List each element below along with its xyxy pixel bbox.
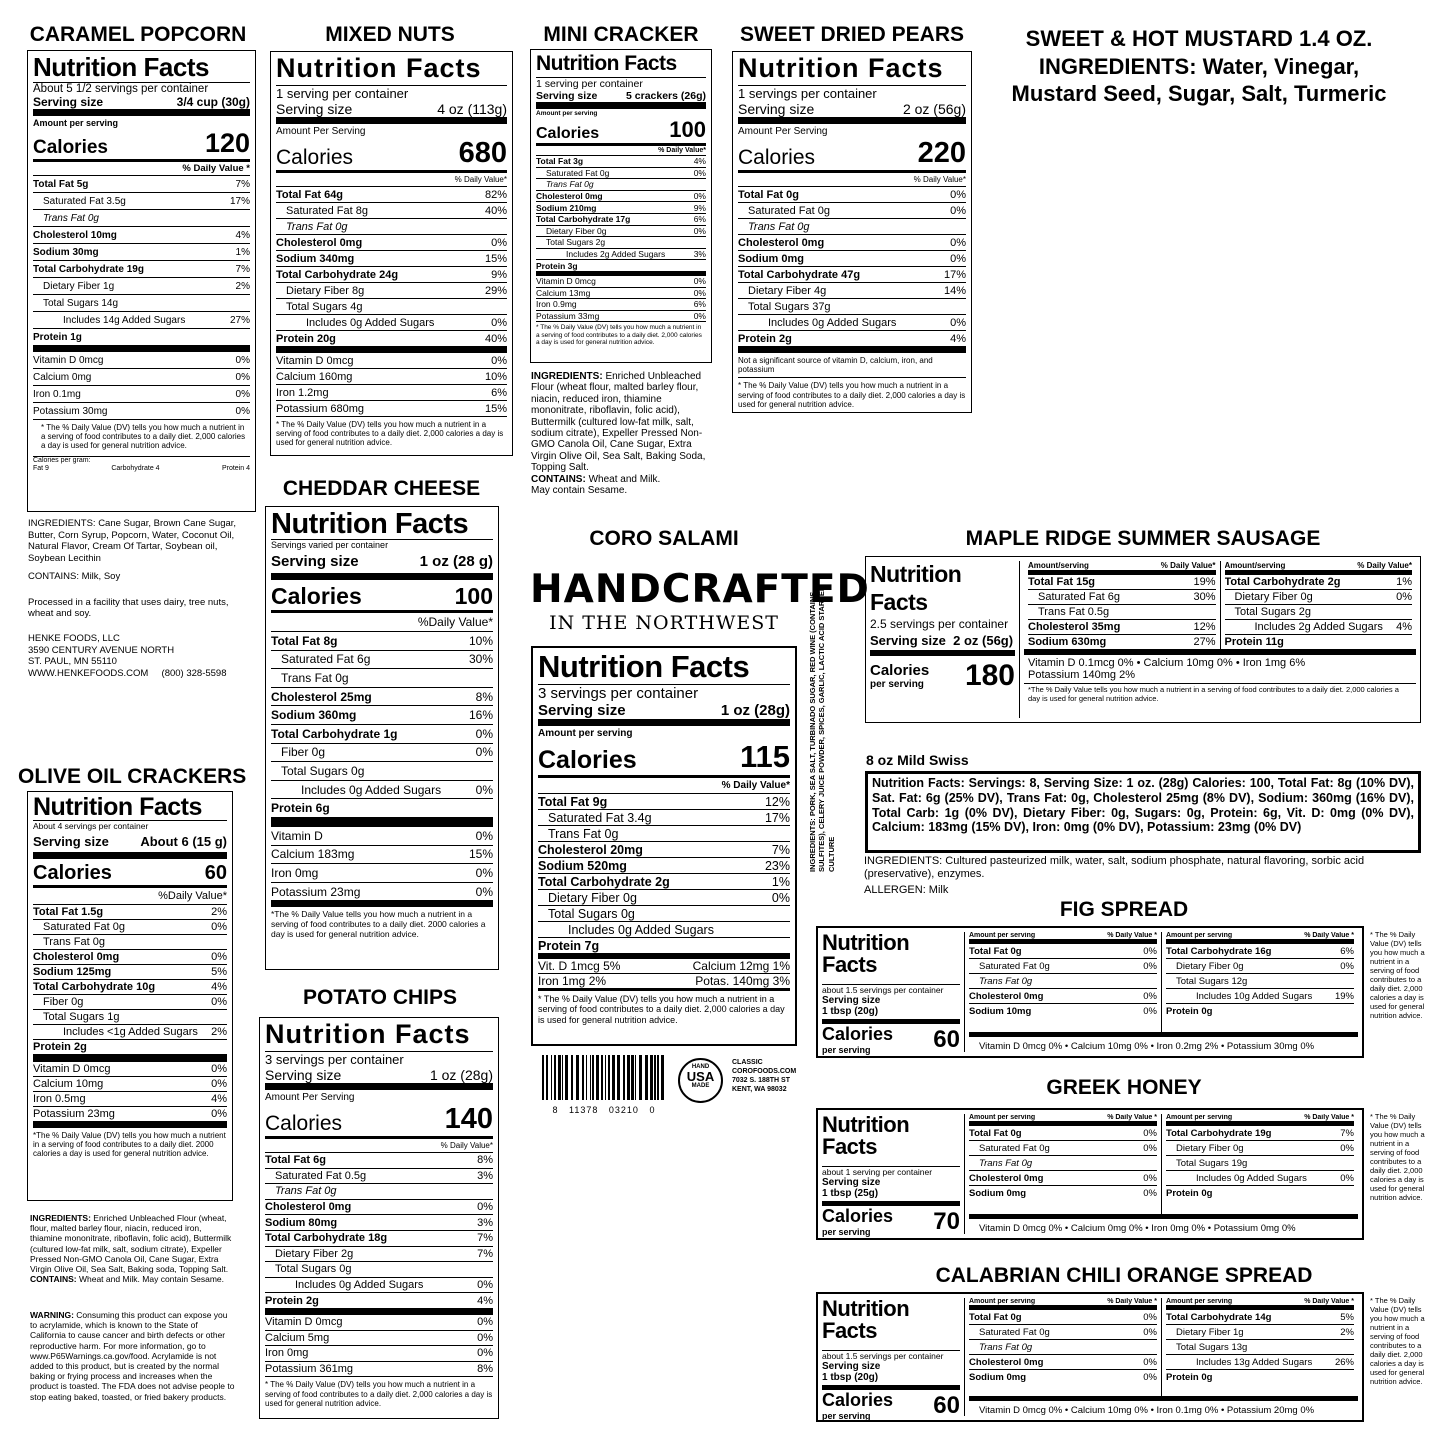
servings: About 4 servings per container bbox=[33, 820, 227, 831]
nutrient-row: Vitamin D 0mcg 0% bbox=[265, 1308, 493, 1330]
nutrient-row: Total Sugars 4g bbox=[276, 298, 507, 314]
nutrient-row: Total Carbohydrate 2g 1% bbox=[538, 874, 790, 889]
nutrient-row: Trans Fat 0g bbox=[33, 934, 227, 949]
nutrient-row: Total Fat 3g 4% bbox=[536, 156, 706, 167]
nutrient-row: Saturated Fat 0g 0% bbox=[969, 1324, 1157, 1339]
footnote: * The % Daily Value (DV) tells you how much a nutrient in a serving of food contributes to a daily diet. 2,000 calories a day is used for general nutrition advice. bbox=[536, 321, 706, 346]
nutrient-row: Cholesterol 0mg 0% bbox=[33, 951, 227, 963]
divider bbox=[271, 573, 493, 583]
nutrient-row: Potassium 23mg 0% bbox=[271, 882, 493, 901]
amount-label: Amount per serving bbox=[536, 102, 706, 117]
nutrient-row: Iron 0mg 0% bbox=[265, 1345, 493, 1361]
olive-heading: OLIVE OIL CRACKERS bbox=[18, 765, 247, 788]
nutrient-row: Sodium 0mg 0% bbox=[969, 1369, 1157, 1384]
dv-header: %Daily Value* bbox=[33, 885, 227, 904]
serving-size-row: Serving size About 6 (15 g) bbox=[33, 834, 227, 849]
caramel-label bbox=[27, 50, 256, 512]
nutrient-row: Calcium 160mg 10% bbox=[276, 368, 507, 384]
nutrient-table bbox=[265, 1152, 493, 1376]
nf-title: Nutrition Facts bbox=[271, 508, 469, 540]
calories-row: Calories per serving 180 bbox=[870, 659, 1015, 693]
nutrient-row: Cholesterol 0mg 0% bbox=[969, 1170, 1157, 1185]
nutrient-row: Sodium 520mg 23% bbox=[538, 858, 790, 873]
nutrient-row: Dietary Fiber 0g 0% bbox=[1225, 589, 1413, 604]
pears-heading: SWEET DRIED PEARS bbox=[739, 23, 965, 46]
nutrient-row: Total Fat 6g 8% bbox=[265, 1152, 493, 1168]
nutrient-row: Sodium 210mg 9% bbox=[536, 202, 706, 213]
nf-title: Nutrition Facts bbox=[33, 793, 202, 821]
cracker-ingredients: INGREDIENTS: Enriched Unbleached Flour (wheat flour, malted barley flour, niacin, reduced iron, thiamine mononitrate, riboflavin, folic acid), Buttermilk (cultured low-fat milk, salt, sodium citrate), Expeller Pressed Non-GMO Canola Oil, Cane Sugar, Extra Virgin Olive Oil, Sea Salt, Baking Soda, Topping Salt. CONTAINS: Wheat and Milk. May contain Sesame. bbox=[531, 371, 706, 496]
nutrient-row: Includes 14g Added Sugars 27% bbox=[33, 311, 250, 328]
nutrient-row: Cholesterol 20mg 7% bbox=[538, 842, 790, 857]
nutrient-row: Includes 2g Added Sugars 3% bbox=[536, 248, 706, 260]
servings: 1 serving per container bbox=[536, 77, 706, 90]
nutrient-row: Protein 0g bbox=[1166, 1369, 1354, 1384]
nutrient-row: Sodium 80mg 3% bbox=[265, 1214, 493, 1230]
nutrient-row: Total Sugars 13g bbox=[1166, 1339, 1354, 1354]
nutrient-row: Trans Fat 0g bbox=[271, 668, 493, 687]
cracker-label bbox=[530, 49, 712, 363]
nutrient-row: Total Fat 8g 10% bbox=[271, 631, 493, 650]
nf-title: Nutrition Facts bbox=[33, 52, 209, 82]
side-footnote: * The % Daily Value (DV) tells you how much a nutrient in a serving of food contributes to a daily diet. 2,000 calories a day is used for general nutrition advice. bbox=[1370, 1296, 1425, 1386]
nutrient-row: Total Sugars 2g bbox=[536, 236, 706, 248]
servings: Servings varied per container bbox=[271, 539, 493, 550]
nutrient-row: Saturated Fat 8g 40% bbox=[276, 202, 507, 218]
nutrient-row: Calcium 183mg 15% bbox=[271, 845, 493, 864]
nuts-label bbox=[270, 51, 513, 456]
nutrient-row: Total Carbohydrate 24g 9% bbox=[276, 266, 507, 282]
salami-address: CLASSIC COROFOODS.COM 7032 S. 188TH ST KENT, WA 98032 bbox=[732, 1059, 797, 1094]
nutrient-row: Dietary Fiber 0g 0% bbox=[1166, 1140, 1354, 1155]
nutrient-row: Trans Fat 0g bbox=[276, 218, 507, 234]
nutrient-row: Total Sugars 0g bbox=[265, 1261, 493, 1277]
nutrient-row: Total Fat 64g 82% bbox=[276, 186, 507, 202]
nutrient-row: Saturated Fat 3.4g 17% bbox=[538, 809, 790, 825]
nutrient-row: Dietary Fiber 0g 0% bbox=[538, 889, 790, 905]
nutrient-row: Protein 2g 4% bbox=[265, 1292, 493, 1308]
vitamins: Vitamin D 0.1mcg 0% • Calcium 10mg 0% • Iron 1mg 6% Potassium 140mg 2% bbox=[1024, 649, 1416, 683]
nutrient-row: Calcium 0mg 0% bbox=[33, 368, 250, 385]
nutrient-row: Saturated Fat 6g 30% bbox=[1028, 589, 1216, 604]
serving-size-row: Serving size 2 oz (56g) bbox=[870, 633, 1015, 656]
sausage-tables: Amount/serving % Daily Value* Total Fat 15g 19% Saturated Fat 6g 30% Trans Fat 0.5g Cholesterol 35mg 12% Sodium 630mg 27% Amount/serving % Daily Value* Total Carbohydrate 2g 1% Dietary Fiber 0g 0% Total Sugars 2g Includes 2g Added Sugars 4% Protein 11g bbox=[1024, 561, 1416, 649]
chips-label bbox=[259, 1017, 499, 1419]
nutrient-row: Calcium 10mg 0% bbox=[33, 1078, 227, 1090]
chips-heading: POTATO CHIPS bbox=[302, 986, 457, 1009]
nutrient-row: Vitamin D 0mcg 0% bbox=[276, 346, 507, 368]
nutrient-table bbox=[276, 186, 507, 416]
nutrient-row: Cholesterol 0mg 0% bbox=[276, 234, 507, 250]
nutrient-row: Total Fat 9g 12% bbox=[538, 794, 790, 809]
nuts-heading: MIXED NUTS bbox=[325, 23, 455, 46]
wide-label-box bbox=[816, 1108, 1364, 1240]
servings: 1 serving per container bbox=[276, 85, 507, 101]
nutrient-row: Potassium 30mg 0% bbox=[33, 402, 250, 419]
nutrient-row: Potassium 33mg 0% bbox=[536, 311, 706, 322]
serving-size-row: Serving size 5 crackers (26g) bbox=[536, 90, 706, 102]
nutrient-row: Total Carbohydrate 47g 17% bbox=[738, 266, 966, 282]
address1: 3590 CENTURY AVENUE NORTH bbox=[28, 644, 175, 656]
nutrient-row: Cholesterol 0mg 0% bbox=[265, 1199, 493, 1215]
nutrient-row: Trans Fat 0g bbox=[265, 1183, 493, 1199]
nutrient-row: Total Sugars 12g bbox=[1166, 973, 1354, 988]
salami-ingredients: INGREDIENTS: PORK, SEA SALT, TURBINADO SUGAR, RED WINE (CONTAINS SULFITES), CELERY JUICE POWDER, SPICES, GARLIC, LACTIC ACID STARTER CULTURE bbox=[808, 585, 836, 872]
nutrient-row: Sodium 360mg 16% bbox=[271, 705, 493, 724]
nutrient-row: Total Carbohydrate 19g 7% bbox=[33, 260, 250, 277]
nutrient-row: Protein 2g 4% bbox=[738, 330, 966, 346]
amount-label: Amount Per Serving bbox=[276, 117, 507, 137]
servings: 1 servings per container bbox=[738, 85, 966, 101]
nutrient-row: Calcium 13mg 0% bbox=[536, 287, 706, 298]
nutrient-table bbox=[738, 186, 966, 346]
serving-size-row: Serving size 2 oz (56g) bbox=[738, 101, 966, 117]
fig-label bbox=[816, 926, 1434, 1058]
nf-title: Nutrition Facts bbox=[538, 649, 750, 684]
serving-size-row: Serving size 3/4 cup (30g) bbox=[33, 95, 250, 109]
calories-row: Calories 140 bbox=[265, 1103, 493, 1135]
nutrient-row: Dietary Fiber 1g 2% bbox=[1166, 1324, 1354, 1339]
nutrient-row: Saturated Fat 0g 0% bbox=[536, 167, 706, 179]
vitamin-row-2: Iron 1mg 2% Potas. 140mg 3% bbox=[538, 974, 790, 988]
calories-row: Calories per serving 60 bbox=[822, 1390, 960, 1421]
nutrient-row: Total Carbohydrate 16g 6% bbox=[1166, 943, 1354, 958]
nf-title: Nutrition Facts bbox=[536, 52, 677, 75]
right-panel: Amount per serving % Daily Value * Total Fat 0g 0% Saturated Fat 0g 0% Trans Fat 0g Cholesterol 0mg 0% Sodium 10mg 0% Amount per serving % Daily Value * Total Carbohydrate 16g 6% Dietary Fiber 0g 0% Total Sugars 12g Includes 10g Added Sugars 19% Protein 0g Vitamin D 0mcg 0% • Calcium 10mg 0% • Iron 0.2mg 2% • Potassium 30mg 0% bbox=[965, 932, 1358, 1052]
nutrient-row: Total Carbohydrate 19g 7% bbox=[1166, 1125, 1354, 1140]
amount-label: Amount Per Serving bbox=[265, 1083, 493, 1103]
nutrient-row: Includes 2g Added Sugars 4% bbox=[1225, 619, 1413, 634]
nutrient-row: Iron 1.2mg 6% bbox=[276, 384, 507, 400]
wide-label-box bbox=[816, 1292, 1364, 1422]
calories-row: Calories 680 bbox=[276, 137, 507, 169]
nutrient-row: Protein 7g bbox=[538, 937, 790, 953]
calories-row: Calories per serving 60 bbox=[822, 1024, 960, 1055]
cal-per-gram: Calories per gram: Fat 9 Carbohydrate 4 Protein 4 bbox=[33, 456, 250, 472]
nutrient-row: Includes 13g Added Sugars 26% bbox=[1166, 1354, 1354, 1369]
nutrient-row: Saturated Fat 0.5g 3% bbox=[265, 1168, 493, 1184]
nutrient-row: Saturated Fat 0g 0% bbox=[969, 958, 1157, 973]
calories-row: Calories per serving 70 bbox=[822, 1206, 960, 1237]
calories-row: Calories 60 bbox=[33, 862, 227, 884]
serving-size-row: Serving size 1 oz (28g) bbox=[265, 1067, 493, 1083]
serving-size-row: Serving size 4 oz (113g) bbox=[276, 101, 507, 117]
right-panel: Amount per serving % Daily Value * Total Fat 0g 0% Saturated Fat 0g 0% Trans Fat 0g Cholesterol 0mg 0% Sodium 0mg 0% Amount per serving % Daily Value * Total Carbohydrate 19g 7% Dietary Fiber 0g 0% Total Sugars 19g Includes 0g Added Sugars 0% Protein 0g Vitamin D 0mcg 0% • Calcium 0mg 0% • Iron 0mg 0% • Potassium 0mg 0% bbox=[965, 1114, 1358, 1234]
nutrient-row: Cholesterol 25mg 8% bbox=[271, 687, 493, 706]
nutrient-row: Includes 0g Added Sugars bbox=[538, 921, 790, 937]
olive-label bbox=[27, 791, 233, 1201]
nf-title: Nutrition Facts bbox=[265, 1019, 471, 1049]
salami-heading: CORO SALAMI bbox=[589, 527, 739, 550]
vitamins: Vitamin D 0mcg 0% • Calcium 10mg 0% • Iron 0.1mg 0% • Potassium 20mg 0% bbox=[969, 1396, 1358, 1416]
amount-label: Amount Per Serving bbox=[738, 117, 966, 137]
nutrient-table bbox=[33, 175, 250, 419]
nutrient-row: Total Sugars 1g bbox=[33, 1009, 227, 1024]
nutrient-row: Cholesterol 0mg 0% bbox=[536, 191, 706, 202]
nutrient-row: Calcium 5mg 0% bbox=[265, 1330, 493, 1346]
nutrient-row: Sodium 340mg 15% bbox=[276, 250, 507, 266]
swiss-heading: 8 oz Mild Swiss bbox=[866, 752, 969, 768]
nutrient-row: Total Fat 0g 0% bbox=[969, 1125, 1157, 1140]
nutrient-row: Protein 0g bbox=[1166, 1003, 1354, 1018]
nutrient-row: Total Carbohydrate 17g 6% bbox=[536, 214, 706, 225]
serving-size-row: Serving size 1 oz (28 g) bbox=[271, 553, 493, 570]
servings: About 5 1/2 servings per container bbox=[33, 82, 250, 95]
brand-title: HANDCRAFTED bbox=[530, 567, 870, 612]
honey-label bbox=[816, 1108, 1434, 1240]
nutrient-row: Sodium 30mg 1% bbox=[33, 243, 250, 260]
nutrient-row: Total Fat 1.5g 2% bbox=[33, 906, 227, 918]
nutrient-row: Sodium 10mg 0% bbox=[969, 1003, 1157, 1018]
dv-header: % Daily Value* bbox=[738, 170, 966, 186]
dv-header: % Daily Value* bbox=[276, 170, 507, 186]
nf-title: Nutrition Facts bbox=[276, 53, 482, 83]
calories-row: Calories 100 bbox=[271, 583, 493, 609]
nutrient-row: Protein 11g bbox=[1225, 634, 1413, 649]
calories-row: Calories 120 bbox=[33, 128, 250, 158]
dv-header: % Daily Value* bbox=[536, 143, 706, 155]
nutrient-row: Includes 0g Added Sugars 0% bbox=[276, 314, 507, 330]
nutrient-row: Dietary Fiber 1g 2% bbox=[33, 277, 250, 294]
nutrient-row: Dietary Fiber 0g 0% bbox=[1166, 958, 1354, 973]
caramel-heading: CARAMEL POPCORN bbox=[29, 23, 247, 46]
nutrient-row: Sodium 0mg 0% bbox=[738, 250, 966, 266]
brand-subtitle: IN THE NORTHWEST bbox=[549, 612, 779, 634]
left-panel: Nutrition Facts about 1.5 servings per container Serving size 1 tbsp (20g) Calories per serving 60 bbox=[822, 1298, 965, 1416]
usa-made-badge: HAND USA MADE bbox=[678, 1058, 723, 1103]
nutrient-row: Includes 0g Added Sugars 0% bbox=[271, 780, 493, 799]
calories-row: Calories 115 bbox=[538, 739, 790, 774]
nutrient-row: Trans Fat 0g bbox=[969, 1155, 1157, 1170]
sausage-right-panel bbox=[1020, 561, 1416, 718]
nutrient-row: Cholesterol 0mg 0% bbox=[969, 988, 1157, 1003]
servings: 3 servings per container bbox=[538, 684, 790, 702]
dv-header: % Daily Value * bbox=[33, 159, 250, 175]
nutrient-row: Includes 0g Added Sugars 0% bbox=[1166, 1170, 1354, 1185]
divider bbox=[33, 852, 227, 862]
cracker-heading: MINI CRACKER bbox=[543, 23, 699, 46]
right-panel: Amount per serving % Daily Value * Total Fat 0g 0% Saturated Fat 0g 0% Trans Fat 0g Cholesterol 0mg 0% Sodium 0mg 0% Amount per serving % Daily Value * Total Carbohydrate 14g 5% Dietary Fiber 1g 2% Total Sugars 13g Includes 13g Added Sugars 26% Protein 0g Vitamin D 0mcg 0% • Calcium 10mg 0% • Iron 0.1mg 0% • Potassium 20mg 0% bbox=[965, 1298, 1358, 1416]
nf-title: Nutrition Facts bbox=[738, 53, 944, 83]
dv-header: %Daily Value* bbox=[271, 610, 493, 631]
left-panel: Nutrition Facts about 1.5 servings per container Serving size 1 tbsp (20g) Calories per serving 60 bbox=[822, 932, 965, 1052]
nutrient-row: Protein 20g 40% bbox=[276, 330, 507, 346]
footnote: * The % Daily Value (DV) tells you how much a nutrient in a serving of food contributes to a daily diet. 2,000 calories a day is used for general nutrition advice. bbox=[265, 1376, 493, 1408]
nutrient-row: Protein 2g bbox=[33, 1039, 227, 1054]
nutrient-row: Trans Fat 0.5g bbox=[1028, 604, 1216, 619]
nutrient-row: Total Carbohydrate 10g 4% bbox=[33, 981, 227, 993]
nutrient-table bbox=[33, 904, 227, 1121]
nutrient-table bbox=[536, 155, 706, 321]
nutrient-row: Protein 6g bbox=[271, 798, 493, 817]
footnote: * The % Daily Value (DV) tells you how much a nutrient in a serving of food contributes to a daily diet. 2,000 calories a day is used for general nutrition advice. bbox=[276, 416, 507, 448]
salami-label bbox=[531, 646, 797, 1046]
company: HENKE FOODS, LLC bbox=[28, 633, 120, 645]
fig-heading: FIG SPREAD bbox=[1059, 898, 1189, 921]
website: WWW.HENKEFOODS.COM (800) 328-5598 bbox=[28, 667, 227, 679]
nutrient-row: Trans Fat 0g bbox=[969, 973, 1157, 988]
honey-heading: GREEK HONEY bbox=[1046, 1076, 1202, 1099]
nutrient-row: Saturated Fat 3.5g 17% bbox=[33, 192, 250, 209]
nutrient-row: Total Sugars 14g bbox=[33, 294, 250, 311]
nutrient-row: Total Carbohydrate 18g 7% bbox=[265, 1230, 493, 1246]
nutrient-row: Iron 0.9mg 6% bbox=[536, 299, 706, 310]
sausage-left-panel: Nutrition Facts 2.5 servings per container Serving size 2 oz (56g) Calories per serving 180 bbox=[870, 561, 1020, 718]
ingredients: INGREDIENTS: Cane Sugar, Brown Cane Sugar, Butter, Corn Syrup, Popcorn, Water, Coconut Oil, Natural Flavor, Cream Of Tartar, Soybean oil, Soybean Lecithin bbox=[28, 518, 237, 564]
nutrient-row: Fiber 0g 0% bbox=[33, 994, 227, 1009]
nutrient-row: Iron 0.1mg 0% bbox=[33, 385, 250, 402]
nutrient-row: Cholesterol 35mg 12% bbox=[1028, 621, 1216, 633]
nutrient-row: Dietary Fiber 4g 14% bbox=[738, 282, 966, 298]
nutrient-row: Total Sugars 2g bbox=[1225, 604, 1413, 619]
nutrient-row: Saturated Fat 0g 0% bbox=[738, 202, 966, 218]
nutrient-row: Includes 0g Added Sugars 0% bbox=[738, 314, 966, 330]
barcode-icon bbox=[540, 1055, 668, 1100]
contains: CONTAINS: Milk, Soy bbox=[28, 571, 121, 583]
side-footnote: * The % Daily Value (DV) tells you how much a nutrient in a serving of food contributes to a daily diet. 2,000 calories a day is used for general nutrition advice. bbox=[1370, 930, 1425, 1020]
nutrient-row: Total Sugars 19g bbox=[1166, 1155, 1354, 1170]
nutrient-row: Total Sugars 37g bbox=[738, 298, 966, 314]
nutrient-row: Total Sugars 0g bbox=[271, 761, 493, 780]
nutrient-row: Potassium 361mg 8% bbox=[265, 1361, 493, 1377]
nutrient-row: Total Fat 15g 19% bbox=[1028, 576, 1216, 588]
nutrient-row: Iron 0.5mg 4% bbox=[33, 1093, 227, 1105]
nutrient-row: Includes 10g Added Sugars 19% bbox=[1166, 988, 1354, 1003]
facility: Processed in a facility that uses dairy, tree nuts, wheat and soy. bbox=[28, 596, 229, 620]
calories-row: Calories 220 bbox=[738, 137, 966, 169]
nutrient-row: Protein 1g bbox=[33, 328, 250, 345]
nutrient-row: Total Fat 0g 0% bbox=[969, 943, 1157, 958]
pears-label bbox=[732, 51, 972, 413]
left-panel: Nutrition Facts about 1 serving per container Serving size 1 tbsp (25g) Calories per serving 70 bbox=[822, 1114, 965, 1234]
nutrient-row: Total Fat 0g 0% bbox=[969, 1309, 1157, 1324]
nutrient-row: Potassium 680mg 15% bbox=[276, 400, 507, 416]
nutrient-row: Dietary Fiber 0g 0% bbox=[536, 225, 706, 237]
nutrient-row: Trans Fat 0g bbox=[536, 178, 706, 190]
footnote: *The % Daily Value tells you how much a nutrient in a serving of food contributes to a daily diet. 2,000 calories a day is used for general nutrition advice. bbox=[1024, 683, 1416, 705]
nutrient-row: Sodium 630mg 27% bbox=[1028, 636, 1216, 648]
nutrient-row: Trans Fat 0g bbox=[738, 218, 966, 234]
amount-label: Amount per serving bbox=[538, 719, 790, 739]
vitamins: Vitamin D 0mcg 0% • Calcium 0mg 0% • Iron 0mg 0% • Potassium 0mg 0% bbox=[969, 1214, 1358, 1234]
chili-label bbox=[816, 1292, 1434, 1422]
mustard-text: SWEET & HOT MUSTARD 1.4 OZ. INGREDIENTS: Water, Vinegar, Mustard Seed, Sugar, Salt, Turmeric bbox=[1011, 26, 1387, 106]
calories-row: Calories 100 bbox=[536, 117, 706, 142]
nutrient-row: Total Carbohydrate 1g 0% bbox=[271, 724, 493, 743]
nutrient-row: Total Fat 0g 0% bbox=[738, 186, 966, 202]
caramel-info bbox=[28, 518, 256, 679]
nutrient-row: Protein 3g bbox=[536, 259, 706, 271]
sausage-heading: MAPLE RIDGE SUMMER SAUSAGE bbox=[965, 527, 1321, 550]
chips-warning: WARNING: Consuming this product can expose you to acrylamide, which is known to the State of California to cause cancer and birth defects or other reproductive harm. For more information, go to www.P65Warnings.ca.gov/food. Acrylamide is not added to this product, but is created by the normal baking or frying process and increases when the product is toasted. The FDA does not advise people to stop eating baked, toasted, or fried bakery products. bbox=[30, 1310, 235, 1402]
side-footnote: * The % Daily Value (DV) tells you how much a nutrient in a serving of food contributes to a daily diet. 2,000 calories a day is used for general nutrition advice. bbox=[1370, 1112, 1425, 1202]
nutrient-row: Fiber 0g 0% bbox=[271, 743, 493, 762]
not-significant: Not a significant source of vitamin D, calcium, iron, and potassium bbox=[738, 346, 966, 374]
address2: ST. PAUL, MN 55110 bbox=[28, 656, 117, 668]
nutrient-row: Includes 0g Added Sugars 0% bbox=[265, 1277, 493, 1293]
nutrient-row: Total Fat 5g 7% bbox=[33, 175, 250, 192]
olive-ingredients: INGREDIENTS: Enriched Unbleached Flour (wheat, flour, malted barley flour, niacin, reduced iron, thiamine mononitrate, riboflavin, folic acid), Buttermilk (cultured low-fat milk, salt, sodium citrate), Expeller Pressed Non-GMO Canola Oil, Cane Sugar, Extra Virgin Olive Oil, Sea Salt, Baking soda, Topping Salt. CONTAINS: Wheat and Milk. May contain Sesame. bbox=[30, 1213, 232, 1285]
barcode: 8 11378 03210 0 bbox=[540, 1055, 668, 1110]
nutrient-row: Cholesterol 10mg 4% bbox=[33, 226, 250, 243]
footnote: * The % Daily Value (DV) tells you how much a nutrient in a serving of food contributes to a daily diet. 2,000 calories a day is used for general nutrition advice. bbox=[738, 377, 966, 409]
cheddar-label bbox=[265, 506, 499, 970]
nutrient-row: Total Carbohydrate 14g 5% bbox=[1166, 1309, 1354, 1324]
nutrient-row: Cholesterol 0mg 0% bbox=[738, 234, 966, 250]
vitamins: Vitamin D 0mcg 0% • Calcium 10mg 0% • Iron 0.2mg 2% • Potassium 30mg 0% bbox=[969, 1032, 1358, 1052]
amount-label: Amount per serving bbox=[33, 109, 250, 128]
servings: 3 servings per container bbox=[265, 1051, 493, 1067]
dv-header: % Daily Value* bbox=[265, 1136, 493, 1152]
footnote: *The % Daily Value tells you how much a nutrient in a serving of food contributes to a daily diet. 2000 calories a day is used for general nutrition advice. bbox=[271, 900, 493, 939]
nutrient-row: Potassium 23mg 0% bbox=[33, 1108, 227, 1120]
swiss-ingredients: INGREDIENTS: Cultured pasteurized milk, water, salt, sodium phosphate, natural flavoring, sorbic acid (preservative), enzymes. ALLERGEN: Milk bbox=[864, 855, 1365, 897]
nutrient-row: Dietary Fiber 2g 7% bbox=[265, 1246, 493, 1262]
sausage-label bbox=[865, 556, 1421, 723]
nutrient-row: Total Carbohydrate 2g 1% bbox=[1224, 576, 1412, 588]
wide-label-box bbox=[816, 926, 1364, 1058]
nutrient-row: Vitamin D 0mcg 0% bbox=[33, 345, 250, 368]
dv-header: % Daily Value* bbox=[538, 775, 790, 793]
nutrient-row: Trans Fat 0g bbox=[969, 1339, 1157, 1354]
cheddar-heading: CHEDDAR CHEESE bbox=[282, 477, 481, 500]
nutrient-row: Vitamin D 0% bbox=[271, 817, 493, 845]
vitamin-row-1: Vit. D 1mcg 5% Calcium 12mg 1% bbox=[538, 953, 790, 973]
swiss-facts: Nutrition Facts: Servings: 8, Serving Size: 1 oz. (28g) Calories: 100, Total Fat: 8g (10% DV), Sat. Fat: 6g (25% DV), Trans Fat: 0g, Cholesterol 25mg (8% DV), Sodium: 360mg (16% DV), Total Carb: 1g (0% DV), Dietary Fiber: 0g, Sugars: 0g, Protein: 6g, Vit. D: 0mg (0% DV), Calcium: 183mg (15% DV), Iron: 0mg (0% DV), Potassium: 23mg (0% DV) bbox=[865, 771, 1421, 853]
footnote: * The % Daily Value (DV) tells you how much a nutrient in a serving of food contributes to a daily diet. 2,000 calories a day is used for general nutrition advice. bbox=[33, 419, 250, 451]
nutrient-row: Saturated Fat 6g 30% bbox=[271, 650, 493, 669]
nutrient-row: Sodium 125mg 5% bbox=[33, 966, 227, 978]
nutrient-row: Vitamin D 0mcg 0% bbox=[536, 271, 706, 287]
nutrient-row: Saturated Fat 0g 0% bbox=[969, 1140, 1157, 1155]
nutrient-row: Trans Fat 0g bbox=[538, 825, 790, 841]
footnote: *The % Daily Value (DV) tells you how much a nutrient in a serving of food contributes to a daily diet. 2000 calories a day is used for general nutrition advice. bbox=[33, 1121, 227, 1159]
footnote: * The % Daily Value (DV) tells you how much a nutrient in a serving of food contributes to a daily diet. 2,000 calories a day is used for general nutrition advice. bbox=[538, 988, 790, 1025]
nutrient-row: Cholesterol 0mg 0% bbox=[969, 1354, 1157, 1369]
nutrient-row: Trans Fat 0g bbox=[33, 209, 250, 226]
nutrient-row: Includes <1g Added Sugars 2% bbox=[33, 1024, 227, 1039]
nutrient-row: Iron 0mg 0% bbox=[271, 863, 493, 882]
chili-heading: CALABRIAN CHILI ORANGE SPREAD bbox=[935, 1264, 1313, 1287]
nutrient-row: Saturated Fat 0g 0% bbox=[33, 919, 227, 934]
serving-size-row: Serving size 1 oz (28g) bbox=[538, 702, 790, 719]
nutrient-row: Total Sugars 0g bbox=[538, 905, 790, 921]
nutrient-row: Dietary Fiber 8g 29% bbox=[276, 282, 507, 298]
nutrient-row: Sodium 0mg 0% bbox=[969, 1185, 1157, 1200]
nutrient-row: Protein 0g bbox=[1166, 1185, 1354, 1200]
nutrient-table bbox=[538, 793, 790, 953]
nutrient-table bbox=[271, 631, 493, 900]
nutrient-row: Vitamin D 0mcg 0% bbox=[33, 1054, 227, 1076]
